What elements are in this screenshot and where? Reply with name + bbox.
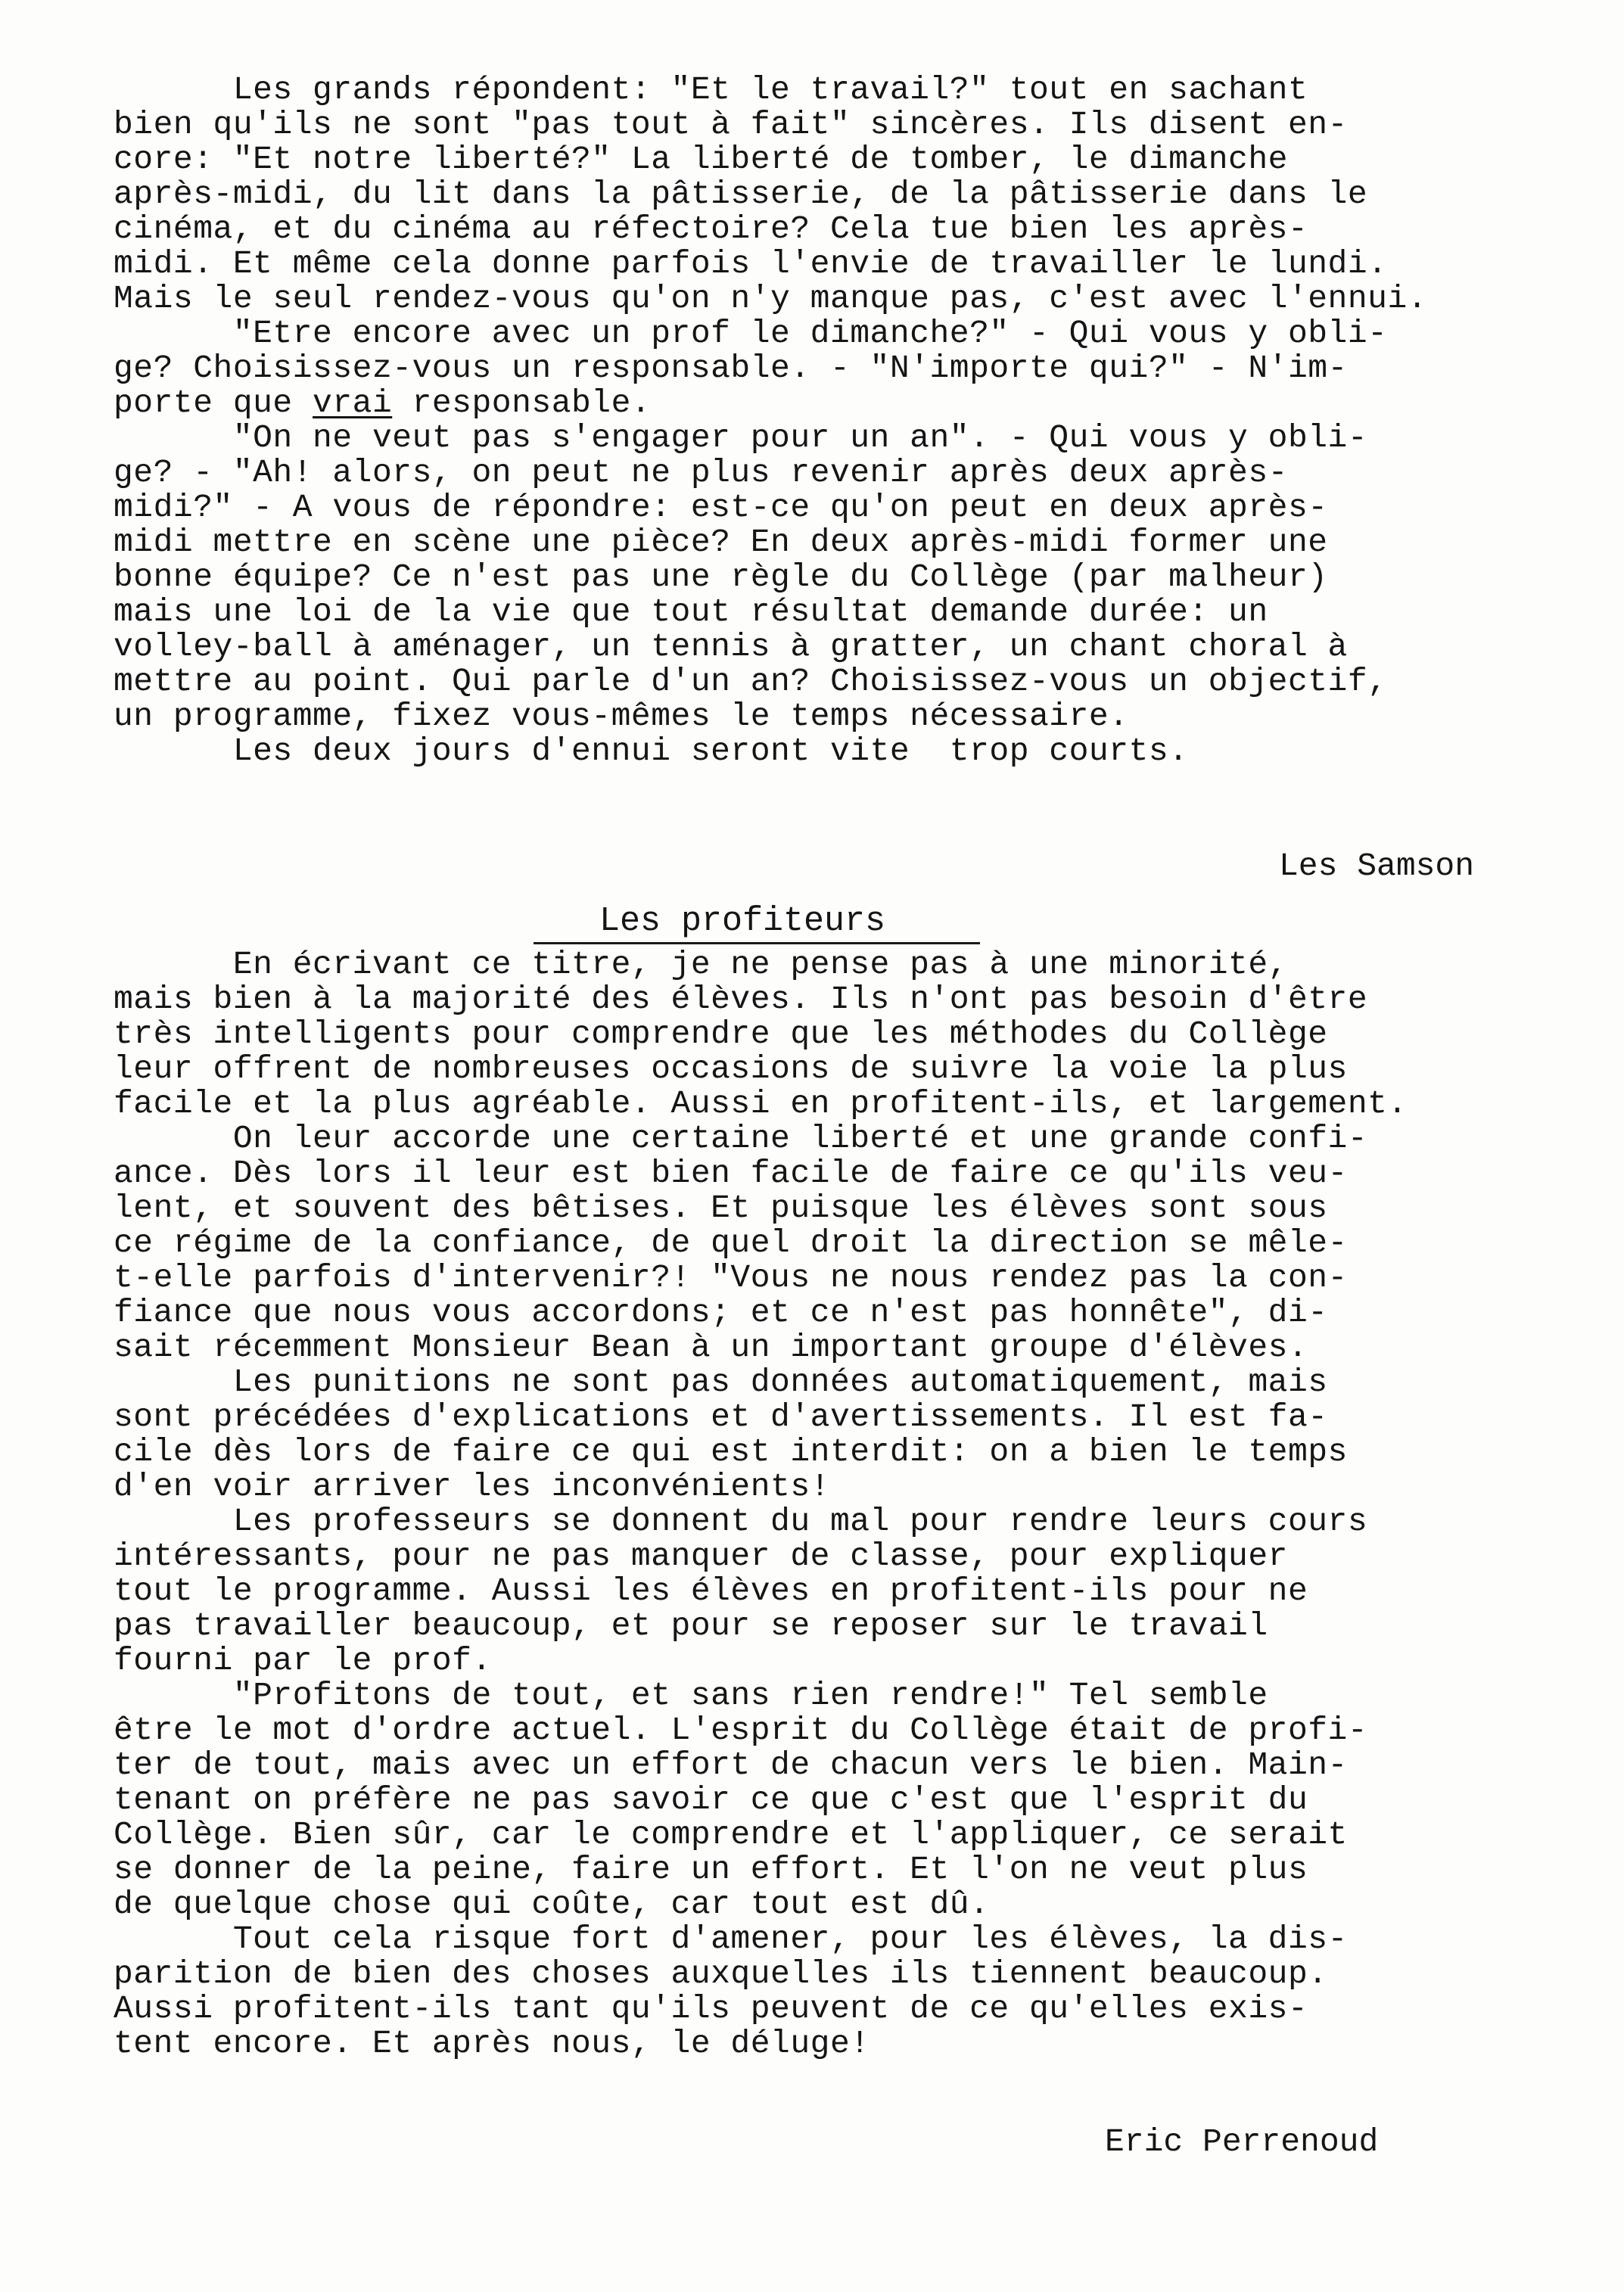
text-line: En écrivant ce titre, je ne pense pas à une minorité, [114,946,1288,983]
text-line: volley-ball à aménager, un tennis à gratter, un chant choral à [114,628,1348,665]
text-line: core: "Et notre liberté?" La liberté de tomber, le dimanche [114,141,1288,178]
article-title: Les profiteurs [599,902,886,941]
text-line: mais une loi de la vie que tout résultat demande durée: un [114,593,1268,630]
text-line: bien qu'ils ne sont "pas tout à fait" sincères. Ils disent en- [114,106,1348,143]
text-line: leur offrent de nombreuses occasions de suivre la voie la plus [114,1050,1348,1087]
text-line: Les professeurs se donnent du mal pour rendre leurs cours [114,1503,1368,1540]
text-line: cile dès lors de faire ce qui est interdit: on a bien le temps [114,1433,1348,1470]
text-line: midi?" - A vous de répondre: est-ce qu'on peut en deux après- [114,489,1328,526]
text-line: ce régime de la confiance, de quel droit la direction se mêle- [114,1224,1348,1261]
text-line: sont précédées d'explications et d'avertissements. Il est fa- [114,1398,1328,1435]
text-line: mettre au point. Qui parle d'un an? Choisissez-vous un objectif, [114,663,1388,700]
text-line: cinéma, et du cinéma au réfectoire? Cela tue bien les après- [114,210,1308,247]
text-line: midi. Et même cela donne parfois l'envie de travailler le lundi. [114,245,1388,282]
text-line: après-midi, du lit dans la pâtisserie, de la pâtisserie dans le [114,176,1368,213]
text-line: t-elle parfois d'intervenir?! "Vous ne nous rendez pas la con- [114,1259,1348,1296]
signature-eric-perrenoud: Eric Perrenoud [1105,2123,1379,2160]
text-line: bonne équipe? Ce n'est pas une règle du Collège (par malheur) [114,558,1328,596]
title-underline [534,942,980,944]
text-line: de quelque chose qui coûte, car tout est dû. [114,1886,990,1923]
text-line: mais bien à la majorité des élèves. Ils n'ont pas besoin d'être [114,981,1368,1018]
underlined-word: vrai [313,384,393,421]
text-line: "Etre encore avec un prof le dimanche?" - Qui vous y obli- [114,315,1388,352]
signature-les-samson: Les Samson [1279,847,1475,885]
text-line: tenant on préfère ne pas savoir ce que c'est que l'esprit du [114,1781,1308,1818]
text-line: intéressants, pour ne pas manquer de classe, pour expliquer [114,1538,1288,1575]
text-line: sait récemment Monsieur Bean à un important groupe d'élèves. [114,1329,1308,1366]
article-les-samson [114,73,1427,769]
text-line: Les grands répondent: "Et le travail?" tout en sachant [114,71,1308,108]
text-line: "Profitons de tout, et sans rien rendre!" Tel semble [114,1677,1268,1714]
text-line: Les deux jours d'ennui seront vite trop courts. [114,732,1189,770]
text-line: ter de tout, mais avec un effort de chacun vers le bien. Main- [114,1746,1348,1784]
text-line [114,386,1427,421]
text-line: "On ne veut pas s'engager pour un an". - Qui vous y obli- [114,419,1368,456]
text-line: ge? Choisissez-vous un responsable. - "N'importe qui?" - N'im- [114,350,1348,387]
text-line: parition de bien des choses auxquelles ils tiennent beaucoup. [114,1955,1328,1992]
text-line: se donner de la peine, faire un effort. Et l'on ne veut plus [114,1851,1308,1888]
text-line: d'en voir arriver les inconvénients! [114,1468,830,1505]
text-fragment: porte que [114,384,313,421]
text-line: ance. Dès lors il leur est bien facile de faire ce qu'ils veu- [114,1155,1348,1192]
text-line: être le mot d'ordre actuel. L'esprit du Collège était de profi- [114,1712,1368,1749]
text-line: lent, et souvent des bêtises. Et puisque les élèves sont sous [114,1190,1328,1227]
text-line: Aussi profitent-ils tant qu'ils peuvent de ce qu'elles exis- [114,1990,1308,2027]
text-line: tout le programme. Aussi les élèves en profitent-ils pour ne [114,1572,1308,1609]
text-line: Mais le seul rendez-vous qu'on n'y manque pas, c'est avec l'ennui. [114,280,1428,317]
text-line: Collège. Bien sûr, car le comprendre et l'appliquer, ce serait [114,1816,1348,1853]
text-line: midi mettre en scène une pièce? En deux après-midi former une [114,524,1328,561]
text-line: tent encore. Et après nous, le déluge! [114,2025,870,2062]
text-fragment: responsable. [392,384,652,421]
text-line: ge? - "Ah! alors, on peut ne plus revenir après deux après- [114,454,1288,491]
text-line: On leur accorde une certaine liberté et une grande confi- [114,1120,1368,1157]
text-line: fourni par le prof. [114,1642,492,1679]
text-line: un programme, fixez vous-mêmes le temps nécessaire. [114,698,1129,735]
text-line: fiance que nous vous accordons; et ce n'est pas honnête", di- [114,1294,1328,1331]
article-les-profiteurs [114,947,1408,2061]
text-line: très intelligents pour comprendre que les méthodes du Collège [114,1015,1328,1053]
text-line: Les punitions ne sont pas données automatiquement, mais [114,1364,1328,1401]
text-line: pas travailler beaucoup, et pour se reposer sur le travail [114,1607,1268,1644]
text-line: Tout cela risque fort d'amener, pour les élèves, la dis- [114,1920,1348,1958]
text-line: facile et la plus agréable. Aussi en profitent-ils, et largement. [114,1085,1408,1122]
